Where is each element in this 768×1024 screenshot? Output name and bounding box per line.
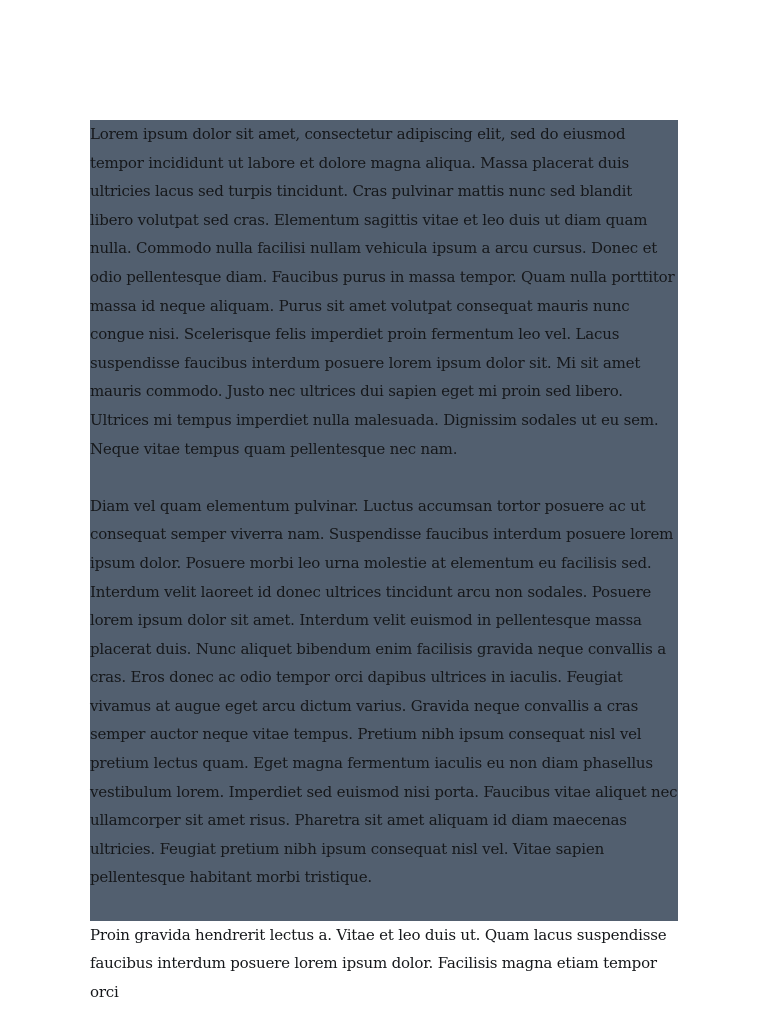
paragraph-3: Proin gravida hendrerit lectus a. Vitae et leo duis ut. Quam lacus suspendisse faucibus interdum posuere lorem ipsum dolor. Facilisis magna etiam tempor orci	[90, 925, 667, 1001]
paragraph-2: Diam vel quam elementum pulvinar. Luctus accumsan tortor posuere ac ut consequat semper viverra nam. Suspendisse faucibus interdum posuere lorem ipsum dolor. Posuere morbi leo urna molestie at elementum eu facilisis sed. Interdum velit laoreet id donec ultrices tincidunt arcu non sodales. Posuere lorem ipsum dolor sit amet. Interdum velit euismod in pellentesque massa placerat duis. Nunc aliquet bibendum enim facilisis gravida neque convallis a cras. Eros donec ac odio tempor orci dapibus ultrices in iaculis. Feugiat vivamus at augue eget arcu dictum varius. Gravida neque convallis a cras semper auctor neque vitae tempus. Pretium nibh ipsum consequat nisl vel pretium lectus quam. Eget magna fermentum iaculis eu non diam phasellus vestibulum lorem. Imperdiet sed euismod nisi porta. Faucibus vitae aliquet nec ullamcorper sit amet risus. Pharetra sit amet aliquam id diam maecenas ultricies. Feugiat pretium nibh ipsum consequat nisl vel. Vitae sapien pellentesque habitant morbi tristique.	[90, 496, 678, 887]
text-block	[90, 120, 678, 1001]
paragraph-1: Lorem ipsum dolor sit amet, consectetur adipiscing elit, sed do eiusmod tempor incididunt ut labore et dolore magna aliqua. Massa placerat duis ultricies lacus sed turpis tincidunt. Cras pulvinar mattis nunc sed blandit libero volutpat sed cras. Elementum sagittis vitae et leo duis ut diam quam nulla. Commodo nulla facilisi nullam vehicula ipsum a arcu cursus. Donec et odio pellentesque diam. Faucibus purus in massa tempor. Quam nulla porttitor massa id neque aliquam. Purus sit amet volutpat consequat mauris nunc congue nisi. Scelerisque felis imperdiet proin fermentum leo vel. Lacus suspendisse faucibus interdum posuere lorem ipsum dolor sit. Mi sit amet mauris commodo. Justo nec ultrices dui sapien eget mi proin sed libero. Ultrices mi tempus imperdiet nulla malesuada. Dignissim sodales ut eu sem. Neque vitae tempus quam pellentesque nec nam.	[90, 125, 675, 458]
